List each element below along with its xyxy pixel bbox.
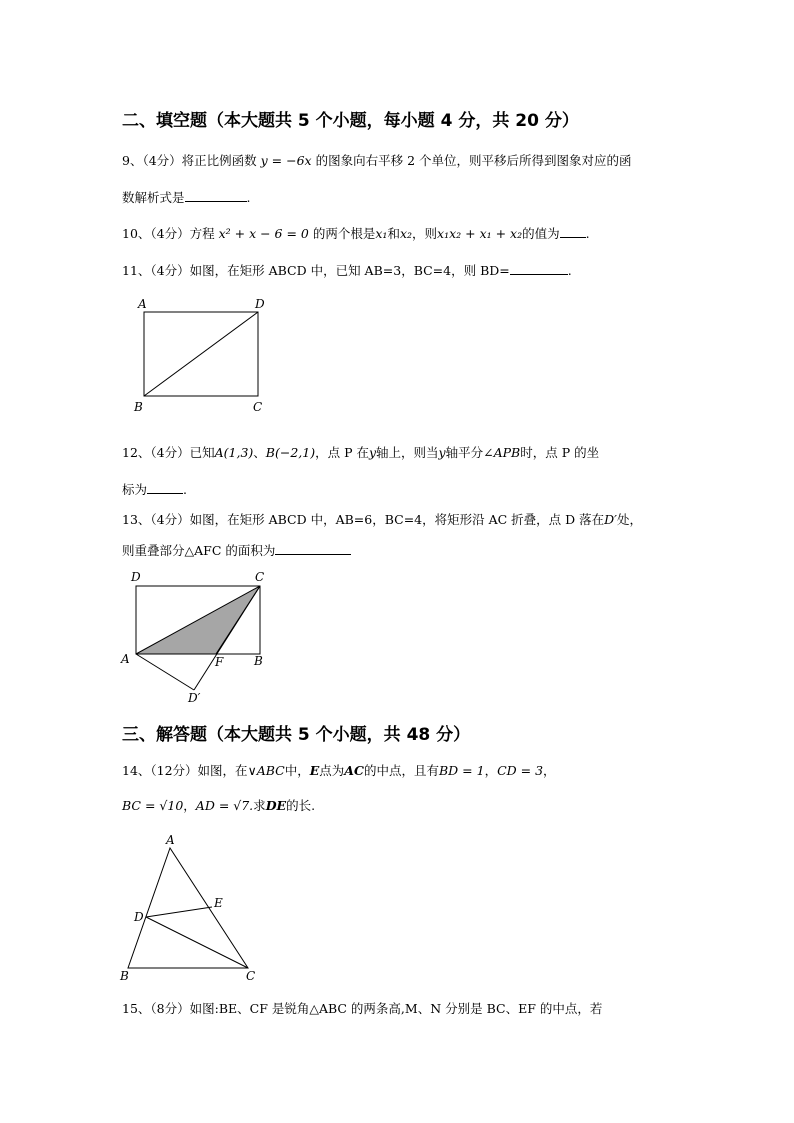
q11-text: 11、（4分）如图，在矩形 ABCD 中，已知 AB=3，BC=4，则 BD= [122, 263, 510, 278]
question-13-line-1 [122, 510, 642, 528]
q12-suffix: 时，点 P 的坐 [520, 445, 600, 460]
q10-expr: x₁x₂ + x₁ + x₂ [437, 226, 523, 241]
q13-segment-ad-prime [136, 654, 194, 690]
q11-diagonal-bd [144, 312, 258, 396]
q14-label-e: E [214, 896, 223, 910]
q11-label-a: A [138, 297, 147, 311]
q14-triangle-figure [112, 830, 272, 985]
q14-mid3: 的中点，且有 [363, 763, 439, 778]
q14-bd: BD = 1 [438, 763, 485, 778]
q14-segment-de [146, 907, 212, 917]
q12-point-b: B(−2,1) [265, 445, 316, 460]
q13-suffix: 处， [617, 512, 643, 527]
question-14-line-1 [122, 761, 556, 779]
q12-answer-blank[interactable] [147, 482, 183, 494]
q12-sep: 、 [253, 445, 266, 460]
question-9-line-2 [122, 188, 251, 206]
q13-answer-blank[interactable] [275, 543, 351, 555]
q12-mid1: ，点 P 在 [315, 445, 369, 460]
q14-triangle-abc [128, 848, 248, 968]
q11-answer-blank[interactable] [510, 263, 568, 275]
question-11 [122, 261, 572, 279]
q13-label-b: B [254, 654, 263, 668]
q13-label-f: F [215, 655, 224, 669]
q14-label-b: B [120, 969, 129, 983]
question-9-line-1 [122, 151, 632, 169]
q10-suffix: 的值为 [522, 226, 560, 241]
q11-rectangle-figure [128, 292, 278, 417]
q12-y2: y [438, 445, 446, 460]
q12-point-a: A(1,3) [214, 445, 254, 460]
q14-ac: AC [344, 763, 364, 778]
q12-prefix: 12、（4分）已知 [122, 445, 215, 460]
q14-mid1: 中， [284, 763, 310, 778]
q14-cd: CD = 3 [497, 763, 544, 778]
q11-label-d: D [255, 297, 265, 311]
q13-line2: 则重叠部分△AFC 的面积为 [122, 543, 276, 558]
q14-comma3: ， [183, 798, 196, 813]
q14-label-c: C [246, 969, 256, 983]
q12-y1: y [368, 445, 377, 460]
q15-text: 15、（8分）如图:BE、CF 是锐角△ABC 的两条高,M、N 分别是 BC、EF 的中点，若 [122, 1001, 603, 1016]
question-14-line-2 [122, 796, 315, 814]
section-heading-fill: 二、填空题（本大题共 5 个小题，每小题 4 分，共 20 分） [122, 111, 579, 131]
q12-end: . [183, 482, 187, 497]
q11-end: . [567, 263, 572, 278]
q13-label-c: C [255, 570, 265, 584]
q9-prefix: 9、（4分）将正比例函数 [122, 153, 257, 168]
q12-mid3: 轴平分 [445, 445, 484, 460]
q13-label-a: A [121, 652, 130, 666]
question-15 [122, 999, 602, 1017]
q14-comma2: ， [543, 763, 556, 778]
question-12-line-2 [122, 480, 187, 498]
q10-answer-blank[interactable] [560, 226, 586, 238]
section-heading-solve: 三、解答题（本大题共 5 个小题，共 48 分） [122, 725, 471, 745]
q13-label-d: D [131, 570, 141, 584]
q10-then: ，则 [412, 226, 438, 241]
q14-mid2: 点为 [319, 763, 345, 778]
question-13-line-2 [122, 541, 351, 559]
q14-prefix: 14、（12分）如图，在 [122, 763, 248, 778]
q14-ask: 求 [253, 798, 266, 813]
q14-segment-dc [146, 917, 248, 968]
q13-prefix: 13、（4分）如图，在矩形 ABCD 中，AB=6，BC=4，将矩形沿 AC 折叠，点 D 落在 [122, 512, 605, 527]
q10-formula: x² + x − 6 = 0 [218, 226, 309, 241]
q10-prefix: 10、（4分）方程 [122, 226, 215, 241]
q9-suffix: 的图象向右平移 2 个单位，则平移后所得到图象对应的函 [315, 153, 632, 168]
q9-line2: 数解析式是 [122, 190, 185, 205]
q10-x2: x₂ [399, 226, 413, 241]
q13-dprime: D′ [604, 512, 618, 527]
q9-answer-blank[interactable] [185, 190, 247, 202]
q14-bc: BC = √10 [122, 798, 184, 813]
q14-label-d: D [134, 910, 144, 924]
q10-mid: 的两个根是 [312, 226, 376, 241]
q11-label-c: C [253, 400, 263, 414]
q10-x1: x₁ [375, 226, 388, 241]
q13-label-d-prime: D′ [188, 691, 201, 705]
question-10 [122, 224, 590, 242]
q14-ad: AD = √7. [195, 798, 254, 813]
q14-end: 的长. [286, 798, 316, 813]
q10-and: 和 [387, 226, 400, 241]
q14-de: DE [265, 798, 287, 813]
q12-line2: 标为 [122, 482, 148, 497]
q12-mid2: 轴上，则当 [376, 445, 439, 460]
q14-point-e: E [309, 763, 320, 778]
q14-triangle: ∨ABC [247, 763, 285, 778]
q12-angle: ∠APB [483, 445, 521, 460]
q11-label-b: B [134, 400, 143, 414]
q10-end: . [585, 226, 590, 241]
question-12-line-1 [122, 443, 599, 461]
q13-overlap-triangle-afc [136, 586, 260, 654]
q14-label-a: A [166, 833, 175, 847]
q13-fold-figure [118, 566, 278, 706]
q9-end: . [246, 190, 251, 205]
q14-comma: ， [484, 763, 498, 778]
q9-formula: y = −6x [260, 153, 312, 168]
